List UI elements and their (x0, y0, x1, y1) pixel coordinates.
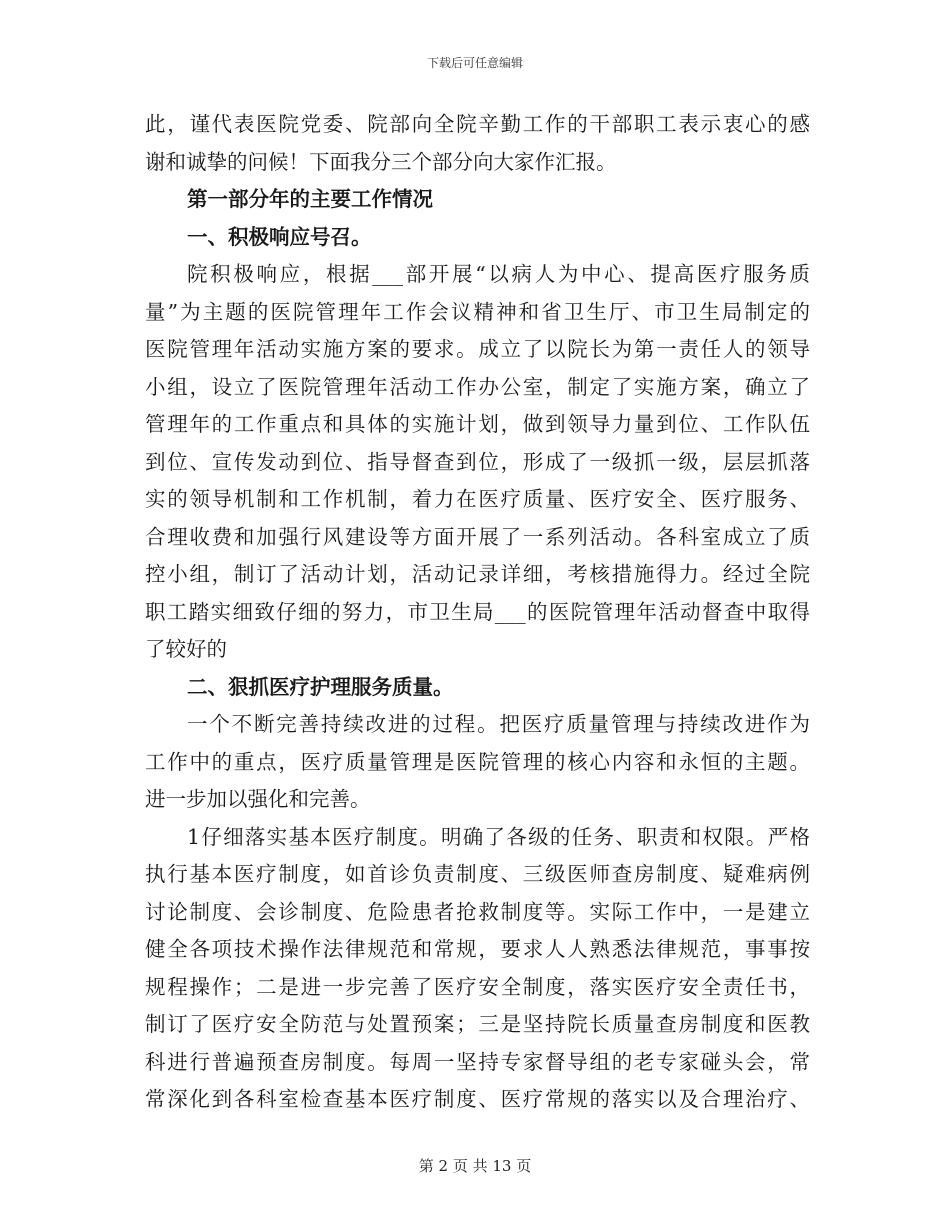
text-line: 小组，设立了医院管理年活动工作办公室，制定了实施方案，确立了 (145, 374, 810, 399)
text-line: 医院管理年活动实施方案的要求。成立了以院长为第一责任人的领导 (145, 337, 810, 361)
text-line: 管理年的工作重点和具体的实施计划，做到领导力量到位、工作队伍 (145, 412, 810, 436)
text-line: 到位、宣传发动到位、指导督查到位，形成了一级抓一级，层层抓落 (145, 449, 810, 474)
text-line: 控小组，制订了活动计划，活动记录详细，考核措施得力。经过全院 (145, 562, 810, 586)
text-line: 工作中的重点，医疗质量管理是医院管理的核心内容和永恒的主题。 (145, 749, 810, 774)
text-line: 一个不断完善持续改进的过程。把医疗质量管理与持续改进作为 (187, 712, 810, 736)
document-body (145, 106, 810, 1119)
text-line: 常深化到各科室检查基本医疗制度、医疗常规的落实以及合理治疗、 (145, 1087, 810, 1111)
text-line: 实的领导机制和工作机制，着力在医疗质量、医疗安全、医疗服务、 (145, 487, 810, 511)
text-line: 1仔细落实基本医疗制度。明确了各级的任务、职责和权限。严格 (187, 824, 810, 849)
text-line: 第一部分年的主要工作情况 (187, 187, 433, 211)
text-line: 合理收费和加强行风建设等方面开展了一系列活动。各科室成立了质 (145, 524, 810, 549)
text-line: 科进行普遍预查房制度。每周一坚持专家督导组的老专家碰头会，常 (145, 1049, 810, 1074)
text-line: 一、积极响应号召。 (187, 224, 372, 249)
text-line: 规程操作；二是进一步完善了医疗安全制度，落实医疗安全责任书， (145, 974, 810, 999)
text-line: 健全各项技术操作法律规范和常规，要求人人熟悉法律规范，事事按 (145, 937, 810, 961)
text-line: 量”为主题的医院管理年工作会议精神和省卫生厅、市卫生局制定的 (145, 299, 810, 324)
page-header-note: 下载后可任意编辑 (426, 56, 523, 70)
text-line: 职工踏实细致仔细的努力，市卫生局___的医院管理年活动督查中取得 (145, 599, 810, 624)
text-line: 了较好的 (145, 637, 227, 661)
text-line: 制订了医疗安全防范与处置预案；三是坚持院长质量查房制度和医教 (145, 1012, 810, 1036)
text-line: 执行基本医疗制度，如首诊负责制度、三级医师查房制度、疑难病例 (145, 862, 810, 886)
text-line: 谢和诚挚的问候！下面我分三个部分向大家作汇报。 (145, 149, 617, 174)
text-line: 二、狠抓医疗护理服务质量。 (187, 674, 454, 699)
text-line: 此，谨代表医院党委、院部向全院辛勤工作的干部职工表示衷心的感 (145, 112, 810, 136)
page-number: 第 2 页 共 13 页 (418, 1157, 532, 1175)
text-line: 进一步加以强化和完善。 (145, 787, 371, 811)
text-line: 院积极响应，根据___部开展“以病人为中心、提高医疗服务质 (187, 262, 810, 286)
text-line: 讨论制度、会诊制度、危险患者抢救制度等。实际工作中，一是建立 (145, 899, 810, 924)
